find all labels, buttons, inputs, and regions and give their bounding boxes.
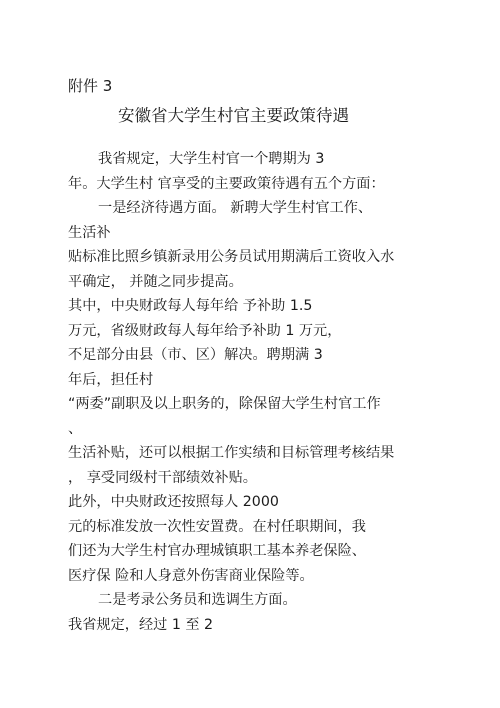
body-line: 二是考录公务员和选调生方面。 — [98, 592, 297, 608]
body-line: 平确定， 并随之同步提高。 — [68, 273, 243, 290]
body-line: 我省规定，大学生村官一个聘期为 3 — [98, 151, 325, 167]
body-line: ， 享受同级村干部绩效补贴。 — [68, 469, 257, 486]
body-line: 生活补 — [68, 224, 111, 241]
body-line: 贴标准比照乡镇新录用公务员试用期满后工资收入水 — [68, 249, 395, 265]
body-line: 、 — [68, 420, 83, 437]
body-line: 年。大学生村 官享受的主要政策待遇有五个方面： — [68, 175, 385, 192]
body-line: 年后，担任村 — [68, 371, 154, 388]
body-line: “两委”副职及以上职务的，除保留大学生村官工作 — [68, 396, 381, 412]
document-title: 安徽省大学生村官主要政策待遇 — [118, 106, 349, 125]
body-line: 一是经济待遇方面。 新聘大学生村官工作、 — [98, 200, 373, 216]
body-line: 此外，中央财政还按照每人 2000 — [68, 494, 279, 510]
body-line: 我省规定，经过 1 至 2 — [68, 616, 214, 633]
body-line: 元的标准发放一次性安置费。在村任职期间，我 — [68, 518, 366, 535]
body-line: 医疗保 险和人身意外伤害商业保险等。 — [68, 567, 314, 584]
body-line: 万元，省级财政每人每年给予补助 1 万元， — [68, 322, 342, 339]
attachment-label: 附件 3 — [68, 77, 113, 95]
body-line: 们还为大学生村官办理城镇职工基本养老保险、 — [68, 543, 366, 559]
body-line: 其中，中央财政每人每年给 予补助 1.5 — [68, 298, 313, 314]
body-line: 不足部分由县（市、区）解决。聘期满 3 — [68, 347, 323, 363]
body-line: 生活补贴，还可以根据工作实绩和目标管理考核结果 — [68, 445, 395, 461]
